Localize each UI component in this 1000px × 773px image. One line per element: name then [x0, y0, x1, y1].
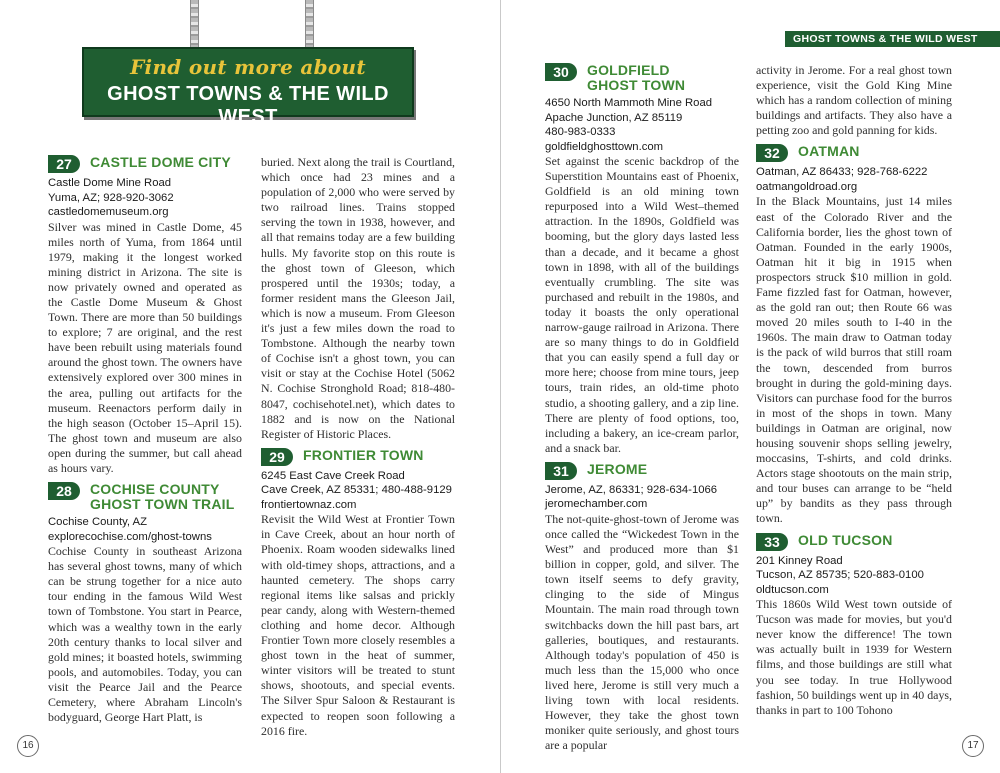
entry-address	[48, 176, 242, 220]
website-link[interactable]: oatmangoldroad.org	[756, 180, 858, 193]
entry-31	[545, 462, 739, 754]
entry-address	[261, 469, 455, 513]
entry-number: 28	[48, 482, 80, 500]
website-link[interactable]: goldfieldghosttown.com	[545, 140, 664, 153]
entry-28	[48, 482, 242, 725]
entry-title	[303, 448, 424, 463]
entry-29	[261, 448, 455, 739]
page-number-left: 16	[17, 735, 39, 757]
entry-33	[756, 533, 952, 718]
column-2	[261, 155, 455, 745]
entry-number: 30	[545, 63, 577, 81]
entry-body: Set against the scenic backdrop of the Superstition Mountains east of Phoenix, Goldfield is an old mining town repurposed into a Wild West–themed attraction. In the 1890s, Goldfield was booming, but the glory days lasted less than a decade, and it became a ghost town in 1898, with all of the buildings eventually crumbling. The site was purchased and rebuilt in the 1980s, and today it boasts the only operational narrow-gauge railroad in Arizona. There are so many things to do in Goldfield that you can easily spend a full day or more here; choose from mine tours, jeep tours, train rides, an old-time photo studio, a shooting gallery, and a zip line. There are plenty of food options, too, including a bakery, an ice-cream parlor, and a snack bar.	[545, 154, 739, 455]
address-line: Oatman, AZ 86433; 928-768-6222	[756, 166, 928, 179]
entry-body-continued: buried. Next along the trail is Courtland, which once had 23 mines and a population of 2,000 who were served by two railroad lines. Trains stopped serving the town in 1938, however, and all that remains today are a few building hulls. My favorite stop on this route is the ghost town of Gleeson, which prospered until the 1930s; today, a former resident mans the Gleeson Jail, which is now a museum. From Gleeson it's just a few miles down the road to Tombstone. Although the nearby town of Cochise isn't a ghost town, you can visit or stay at the Cochise Hotel (5062 N. Cochise Stronghold Road; 818-480-8047, cochisehotel.net), which dates to 1882 and is now on the National Register of Historic Places.	[261, 155, 455, 441]
entry-number: 31	[545, 462, 577, 480]
entry-title	[798, 533, 893, 548]
entry-title	[587, 462, 647, 477]
entry-title-line: GHOST TOWN TRAIL	[90, 496, 235, 513]
entry-title-line: CASTLE DOME CITY	[90, 154, 231, 170]
entry-title	[587, 63, 685, 93]
address-line: 6245 East Cave Creek Road	[261, 469, 405, 482]
entry-body: Silver was mined in Castle Dome, 45 miles north of Yuma, from 1864 until 1979, making it the longest worked mining district in Arizona. The site is now privately owned and operated as the Castle Dome Museum & Ghost Town. There are more than 50 buildings to explore; 7 are original, and the rest have been rebuilt using materials found around the ghost town. The owners have extensively explored over 300 mines in the area, pulling out artifacts for the museum. Reenactors perform daily in the high season (October 15–April 15). The ghost town and museum are also open during the summer, but call ahead as hours vary.	[48, 219, 242, 475]
entry-title	[90, 482, 235, 512]
sign-chain-right	[305, 0, 314, 50]
address-line: Yuma, AZ; 928-920-3062	[48, 191, 174, 204]
address-line: Cochise County, AZ	[48, 516, 147, 529]
address-line: Cave Creek, AZ 85331; 480-488-9129	[261, 484, 452, 497]
entry-title-line: OLD TUCSON	[798, 531, 893, 548]
column-3	[545, 63, 739, 759]
running-head: GHOST TOWNS & THE WILD WEST	[785, 31, 1000, 47]
sign-chain-left	[190, 0, 199, 50]
entry-title-line: JEROME	[587, 460, 648, 477]
sign-script-text: Find out more about	[130, 55, 366, 79]
website-link[interactable]: jeromechamber.com	[545, 498, 648, 511]
address-line: 201 Kinney Road	[756, 554, 843, 567]
entry-number: 27	[48, 155, 80, 173]
entry-title	[798, 144, 860, 159]
entry-address	[756, 554, 952, 598]
page-gutter	[500, 0, 501, 773]
entry-28-continued	[261, 155, 455, 442]
entry-number: 33	[756, 533, 788, 551]
website-link[interactable]: explorecochise.com/ghost-towns	[48, 530, 212, 543]
entry-title-line: FRONTIER TOWN	[303, 446, 424, 463]
sign-title-text: GHOST TOWNS & THE WILD WEST	[107, 83, 389, 128]
address-line: 4650 North Mammoth Mine Road	[545, 97, 713, 109]
address-line: Castle Dome Mine Road	[48, 177, 172, 189]
entry-title-line: GHOST TOWN	[587, 77, 686, 93]
entry-title	[90, 155, 231, 170]
entry-number: 32	[756, 144, 788, 162]
column-4	[756, 63, 952, 724]
phone-line: 480-983-0333	[545, 126, 616, 138]
entry-title-line: OATMAN	[798, 143, 860, 160]
entry-address	[545, 483, 739, 512]
website-link[interactable]: frontiertownaz.com	[261, 498, 357, 511]
entry-body: Cochise County in southeast Arizona has several ghost towns, many of which can be strung together for a nice auto tour ending in the famous Wild West town of Tombstone. You start in Pearce, which was a wealthy town in the early 20th century thanks to local silver and gold mines; it boasted hotels, swimming pools, and automobiles. Today, you can visit the Pearce Jail and the Pearce Cemetery, where Abraham Lincoln's bodyguard, George Hart Platt, is	[48, 544, 242, 725]
address-line: Apache Junction, AZ 85119	[545, 111, 683, 124]
entry-27	[48, 155, 242, 476]
entry-body: This 1860s Wild West town outside of Tucson was made for movies, but you'd never know the difference! The town was actually built in 1939 for Western films, and those buildings are still what you see today. In true Hollywood fashion, 50 buildings went up in 40 days, thanks in part to 100 Tohono	[756, 597, 952, 717]
entry-address	[48, 515, 242, 544]
entry-title-line: GOLDFIELD	[587, 62, 670, 78]
entry-address	[545, 96, 739, 154]
entry-address	[756, 165, 952, 194]
entry-body: In the Black Mountains, just 14 miles east of the Colorado River and the California border, lies the ghost town of Oatman. Founded in the early 1900s, Oatman hit it big in 1915 when prospectors struck $10 million in gold. Fame fizzled fast for Oatman, however, as the gold ran out; then Route 66 was moved 20 miles south to I-40 in the 1960s. The main draw to Oatman today is the pack of wild burros that still roam the town, descended from burros brought in during the gold-mining days. Visitors can purchase food for the burros in most of the shops in town. Many buildings in Oatman are original, now housing souvenir shops selling jewelry, moccasins, T-shirts, and cold drinks. Actors stage shootouts on the main strip, and tour buses can arrange to be “held up” by bandits as they pass through town.	[756, 194, 952, 526]
address-line: Jerome, AZ, 86331; 928-634-1066	[545, 483, 718, 496]
website-link[interactable]: castledomemuseum.org	[48, 206, 169, 218]
entry-body-continued: activity in Jerome. For a real ghost town experience, visit the Gold King Mine which has a random collection of mining buildings and artifacts. They also have a petting zoo and gold panning for kids.	[756, 63, 952, 138]
page-number-right: 17	[962, 735, 984, 757]
entry-body: Revisit the Wild West at Frontier Town in Cave Creek, about an hour north of Phoenix. Roam wooden sidewalks lined with old-timey shops, attractions, and a haunted cemetery. The shops carry regional items like salsas and prickly pear candy, along with Western-themed clothing and home decor. Although Frontier Town more closely resembles a ghost town in the heat of summer, winter visitors will be treated to stunt shows, shootouts, and special events. The Silver Spur Saloon & Restaurant is expected to reopen soon following a 2016 fire.	[261, 512, 455, 738]
website-link[interactable]: oldtucson.com	[756, 583, 829, 596]
entry-32	[756, 144, 952, 526]
entry-number: 29	[261, 448, 293, 466]
address-line: Tucson, AZ 85735; 520-883-0100	[756, 569, 924, 582]
column-1	[48, 155, 242, 731]
hanging-sign	[82, 47, 414, 128]
entry-31-continued	[756, 63, 952, 138]
entry-30	[545, 63, 739, 456]
entry-body: The not-quite-ghost-town of Jerome was once called the “Wickedest Town in the West” and produced more than $1 billion in copper, gold, and silver. The town itself seems to defy gravity, clinging to the side of Mingus Mountain. The main road through town switchbacks down the hill past bars, art galleries, boutiques, and restaurants. Although today's population of 450 is much less than the 15,000 who once lived here, Jerome is still very much a living town with local residents. However, they take the ghost town moniker quite seriously, and ghost tours are a popular	[545, 511, 739, 753]
entry-title-line: COCHISE COUNTY	[90, 481, 220, 498]
